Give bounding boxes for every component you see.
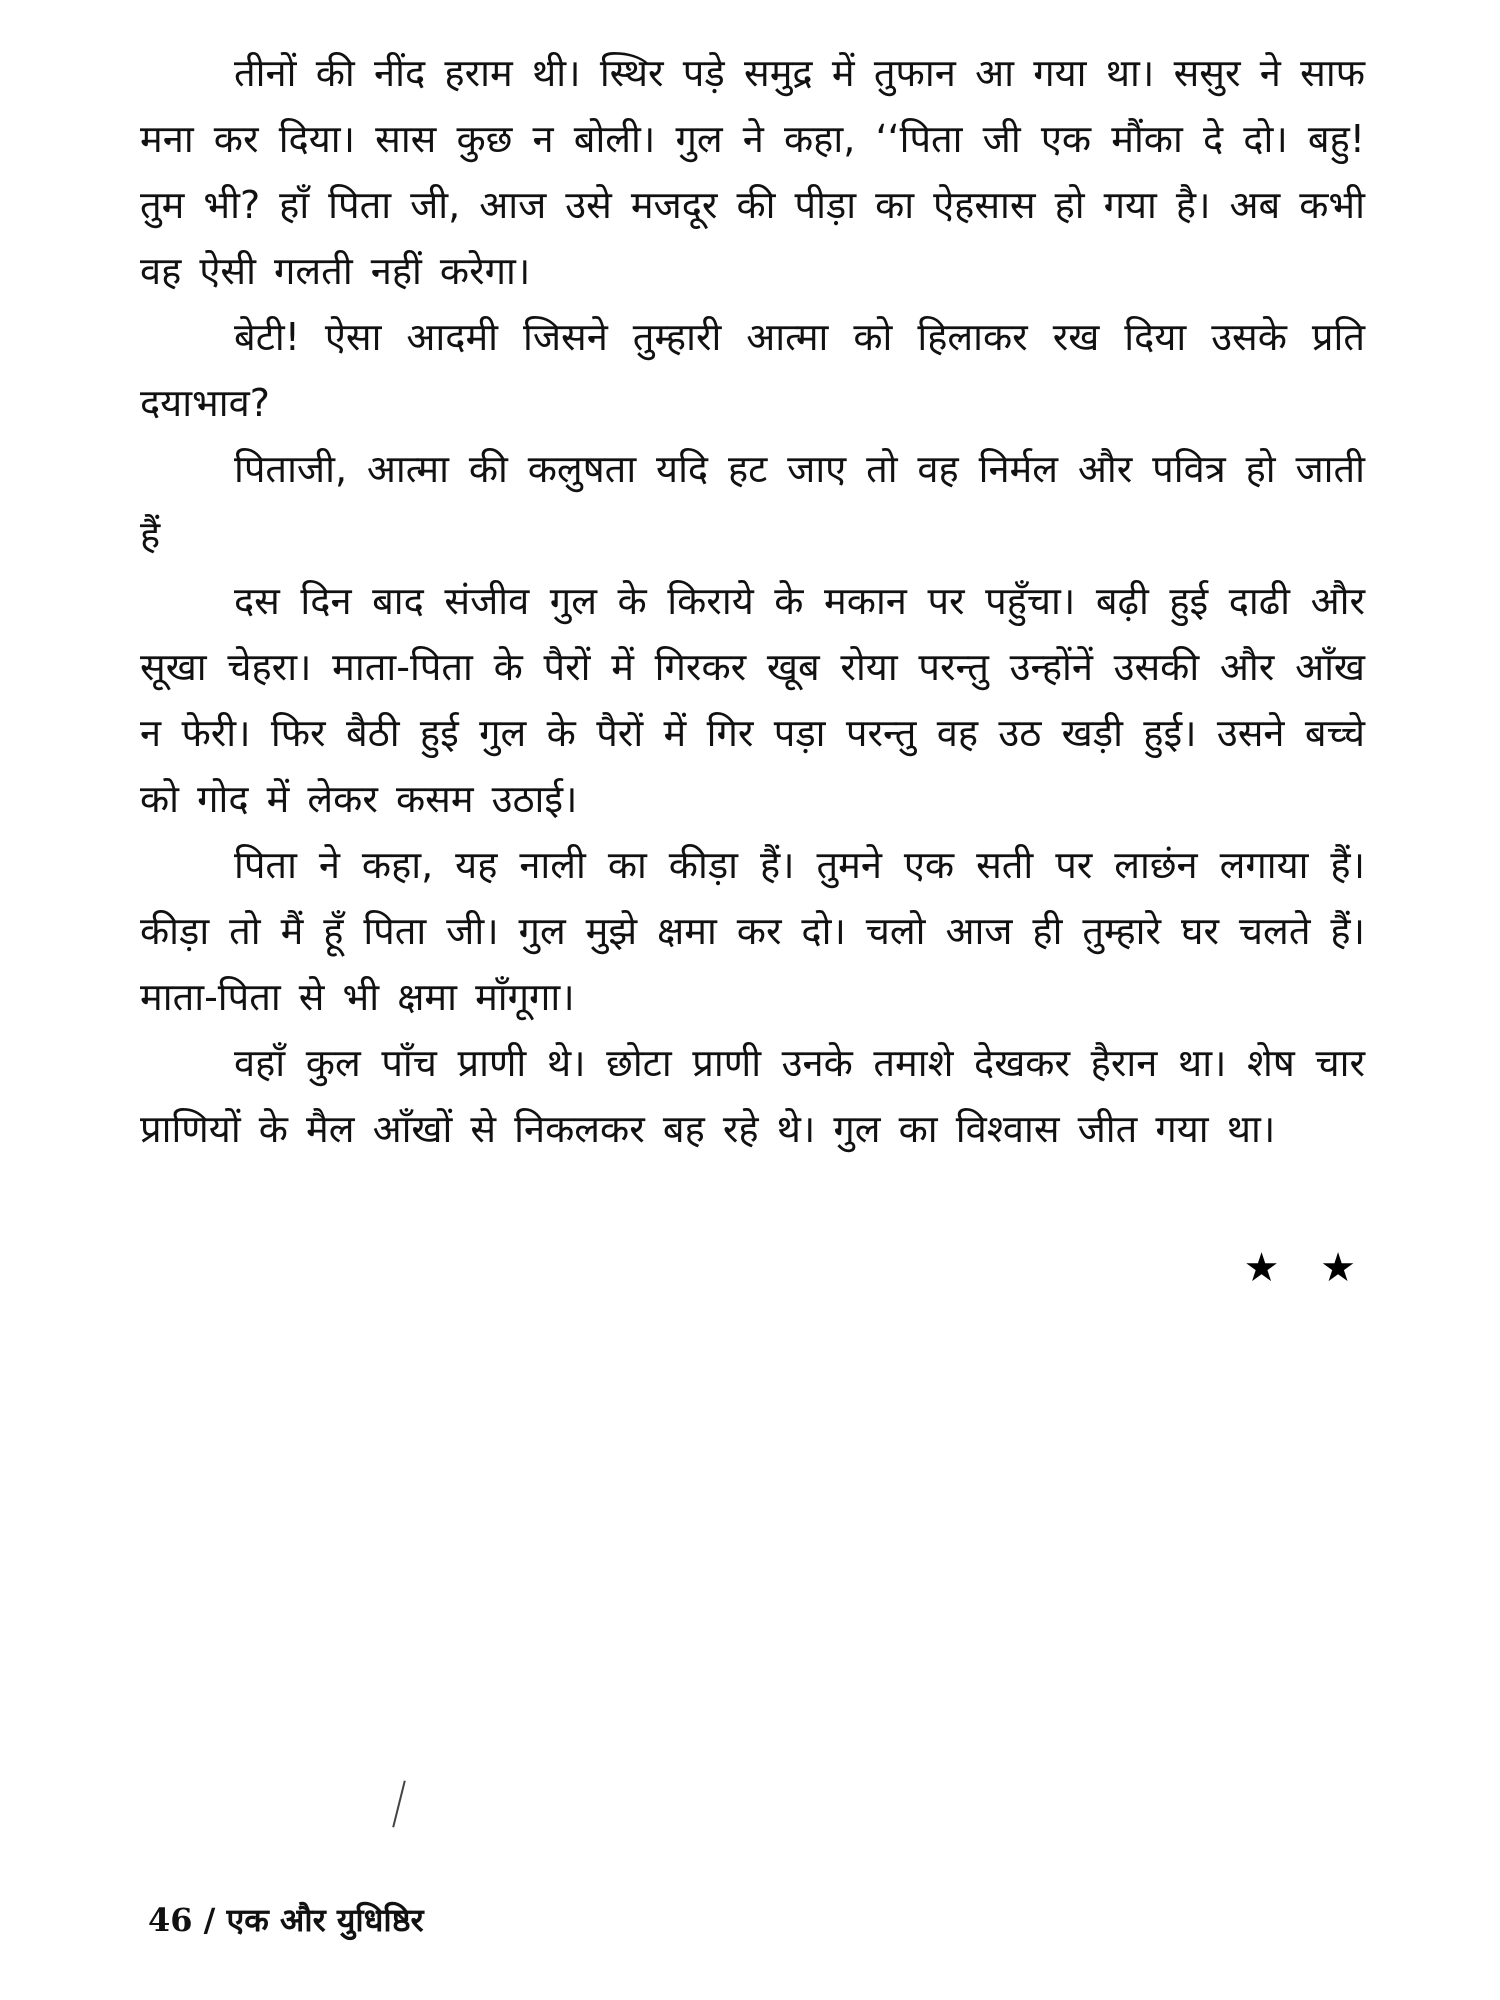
paragraph: वहाँ कुल पाँच प्राणी थे। छोटा प्राणी उनके तमाशे देखकर हैरान था। शेष चार प्राणियों के मैल आँखों से निकलकर बह रहे थे। गुल का विश्वास जीत गया था। [140,1041,1365,1151]
page-number: 46 [148,1901,193,1939]
page-body [140,40,1365,1162]
section-end-stars: ★ ★ [1243,1245,1370,1291]
paragraph: पिताजी, आत्मा की कलुषता यदि हट जाए तो वह निर्मल और पवित्र हो जाती हैं [140,447,1365,557]
footer-separator: / [203,1901,216,1939]
paragraph: पिता ने कहा, यह नाली का कीड़ा हैं। तुमने एक सती पर लाछंन लगाया हैं। कीड़ा तो मैं हूँ पिता जी। गुल मुझे क्षमा कर दो। चलो आज ही तुम्हारे घर चलते हैं। माता-पिता से भी क्षमा माँगूगा। [140,843,1365,1019]
stray-pen-mark [392,1780,406,1827]
book-title: एक और युधिष्ठिर [226,1901,424,1939]
paragraph: बेटी! ऐसा आदमी जिसने तुम्हारी आत्मा को हिलाकर रख दिया उसके प्रति दयाभाव? [140,315,1365,425]
page-footer [148,1898,424,1941]
paragraph: दस दिन बाद संजीव गुल के किराये के मकान पर पहुँचा। बढ़ी हुई दाढी और सूखा चेहरा। माता-पिता के पैरों में गिरकर खूब रोया परन्तु उन्होंनें उसकी और आँख न फेरी। फिर बैठी हुई गुल के पैरों में गिर पड़ा परन्तु वह उठ खड़ी हुई। उसने बच्चे को गोद में लेकर कसम उठाई। [140,579,1365,821]
paragraph: तीनों की नींद हराम थी। स्थिर पड़े समुद्र में तुफान आ गया था। ससुर ने साफ मना कर दिया। सास कुछ न बोली। गुल ने कहा, ‘‘पिता जी एक मौंका दे दो। बहु! तुम भी? हाँ पिता जी, आज उसे मजदूर की पीड़ा का ऐहसास हो गया है। अब कभी वह ऐसी गलती नहीं करेगा। [140,51,1365,293]
